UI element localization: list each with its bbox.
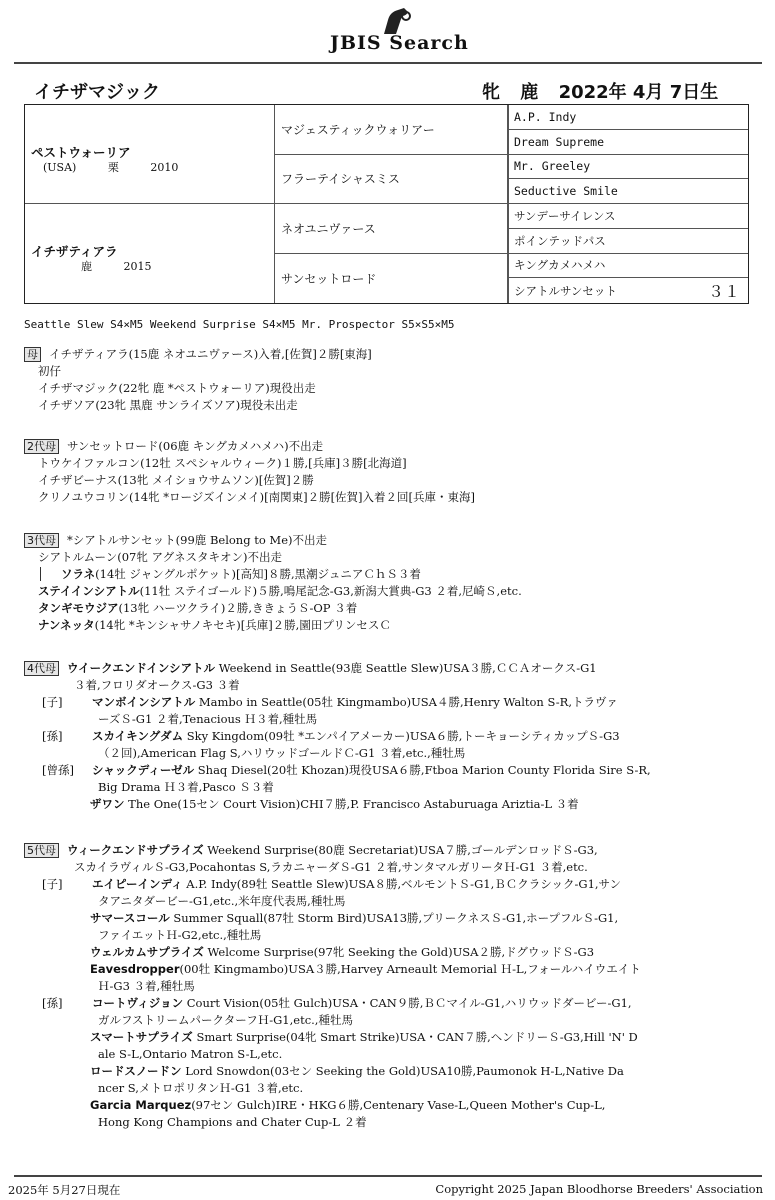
relation-label: [子]: [42, 695, 63, 709]
pedigree-g3-cell-name[interactable]: シアトルサンセット: [514, 283, 617, 298]
horse-record: Mambo in Seattle(05牡 Kingmambo)USA４勝,Henry Walton S-R,トラヴァ: [198, 695, 618, 709]
relation-label: [孫]: [42, 996, 63, 1010]
horse-name-link[interactable]: スマートサプライズ: [90, 1030, 193, 1044]
dam-line: イチザティアラ(15鹿 ネオユニヴァース)入着,[佐賀]２勝[東海]: [49, 347, 372, 361]
sire-info: [43, 159, 206, 175]
dam5-line: [24, 995, 764, 1012]
dam-line: 初仔: [38, 364, 61, 378]
inbreed-mark: ３１: [707, 282, 740, 302]
dam5-line: ファイエットＨ-G2,etc.,種牡馬: [98, 928, 262, 942]
horse-name-link[interactable]: タンギモウジア: [38, 601, 119, 615]
dam5-line: ale S-L,Ontario Matron S-L,etc.: [98, 1047, 283, 1061]
dam4-line: Big Drama Ｈ３着,Pasco Ｓ３着: [98, 780, 274, 794]
dam4-line: [24, 762, 764, 779]
horse-record: Shaq Diesel(20牡 Khozan)現役USA６勝,Ftboa Marion County Florida Sire S-R,: [197, 763, 651, 777]
horse-name: イチザマジック: [34, 82, 160, 103]
pedigree-g3-cell[interactable]: Mr. Greeley: [508, 155, 748, 180]
pedigree-g3-cell: [508, 278, 748, 303]
dam5-line: [24, 944, 764, 961]
dam3-line: *シアトルサンセット(99鹿 Belong to Me)不出走: [67, 533, 327, 547]
section-tag: 4代母: [24, 661, 59, 676]
dam5-line: [24, 910, 764, 927]
pedigree-g3-cell[interactable]: Dream Supreme: [508, 130, 748, 155]
horse-name-link[interactable]: ソラネ: [61, 567, 96, 581]
dam5-line: [24, 961, 764, 978]
sire-name[interactable]: ペストウォーリア: [31, 145, 131, 160]
horse-record: The One(15セン Court Vision)CHI７勝,P. Francisco Astaburuaga Ariztia-L ３着: [128, 797, 579, 811]
dam-color: 鹿: [81, 260, 92, 273]
horse-record: Smart Surprise(04牝 Smart Strike)USA・CAN７勝,ヘンドリーＳ-G3,Hill 'N' D: [196, 1030, 638, 1044]
horse-name-link[interactable]: ウィークエンドサプライズ: [67, 843, 204, 857]
relation-label: [孫]: [42, 729, 63, 743]
pedigree-table: [24, 104, 749, 304]
section-tag: 2代母: [24, 439, 59, 454]
dam5-line: [24, 1063, 764, 1080]
dam-section: [24, 346, 764, 414]
horse-meta: [482, 78, 732, 104]
horse-record: (14牝 *キンシャサノキセキ)[兵庫]２勝,園田プリンセスＣ: [94, 618, 391, 632]
pedigree-col-divider: [508, 105, 509, 303]
dam5-line: ガルフストリームパークターフＨ-G1,etc.,種牡馬: [98, 1013, 353, 1027]
dam2-line: イチザビーナス(13牝 メイショウサムソン)[佐賀]２勝: [38, 473, 314, 487]
dam3-section: [24, 532, 764, 634]
horse-record: A.P. Indy(89牡 Seattle Slew)USA８勝,ベルモントＳ-G1,ＢＣクラシック-G1,サン: [186, 877, 621, 891]
horse-name-link[interactable]: ウイークエンドインシアトル: [67, 661, 216, 675]
pedigree-g3-cell[interactable]: Seductive Smile: [508, 179, 748, 204]
relation-label: [曾孫]: [42, 763, 74, 777]
horse-name-link[interactable]: ステイインシアトル: [38, 584, 140, 598]
dam-name[interactable]: イチザティアラ: [31, 244, 118, 259]
horse-sex: 牝: [482, 82, 500, 103]
dam5-section: [24, 842, 764, 1131]
jbis-logo[interactable]: [310, 6, 470, 54]
dam-line: イチザソア(23牝 黒鹿 サンライズソア)現役未出走: [38, 398, 298, 412]
horse-name-link[interactable]: ロードスノードン: [90, 1064, 182, 1078]
pedigree-g3-cell[interactable]: キングカメハメハ: [508, 254, 748, 279]
sire-color: 栗: [107, 161, 119, 174]
dam4-line: （２回),American Flag S,ハリウッドゴールドＣ-G1 ３着,etc.,種牡馬: [98, 746, 466, 760]
horse-name-link[interactable]: ナンネッタ: [38, 618, 95, 632]
pedigree-g3-cell[interactable]: A.P. Indy: [508, 105, 748, 130]
pedigree-g3-cell[interactable]: サンデーサイレンス: [508, 204, 748, 229]
horse-name-link[interactable]: ザワン: [90, 797, 125, 811]
horse-record: (14牡 ジャングルポケット)[高知]８勝,黒潮ジュニアＣｈＳ３着: [95, 567, 421, 581]
dam5-line: [24, 876, 764, 893]
dam-line: イチザマジック(22牝 鹿 *ペストウォーリア)現役出走: [38, 381, 316, 395]
dam3-line: [24, 583, 764, 600]
horse-record: Court Vision(05牡 Gulch)USA・CAN９勝,ＢＣマイル-G1,ハリウッドダービー-G1,: [186, 996, 632, 1010]
header-divider: [14, 62, 762, 64]
horse-record: (97セン Gulch)IRE・HKG６勝,Centenary Vase-L,Queen Mother's Cup-L,: [191, 1098, 606, 1112]
dam5-line: タアニタダービー-G1,etc.,米年度代表馬,種牡馬: [98, 894, 346, 908]
dam5-line: ncer S,メトロポリタンＨ-G1 ３着,etc.: [98, 1081, 304, 1095]
pedigree-g2-cell[interactable]: フラーテイシャスミス: [275, 155, 508, 205]
horse-record: (13牝 ハーツクライ)２勝,ききょうＳ-OP ３着: [118, 601, 358, 615]
dam4-line: [24, 694, 764, 711]
dam5-line: [24, 1029, 764, 1046]
horse-birth: 2022年 4月 7日生: [558, 82, 719, 103]
pedigree-g2-cell[interactable]: サンセットロード: [275, 254, 508, 304]
dam4-line: ３着,フロリダオークス-G3 ３着: [74, 678, 240, 692]
dam4-section: [24, 660, 764, 813]
section-tag: 母: [24, 347, 41, 362]
horse-record: (11牡 ステイゴールド)５勝,鳴尾記念-G3,新潟大賞典-G3 ２着,尼崎Ｓ,etc.: [139, 584, 522, 598]
dam3-line: [24, 600, 764, 617]
horse-name-link[interactable]: ウェルカムサプライズ: [90, 945, 204, 959]
dam3-line: [24, 566, 764, 583]
horse-record: (00牡 Kingmambo)USA３勝,Harvey Arneault Memorial Ｈ-L,フォールハイウエイト: [179, 962, 641, 976]
horse-name-link[interactable]: スカイキングダム: [92, 729, 184, 743]
horse-record: Lord Snowdon(03セン Seeking the Gold)USA10勝,Paumonok H-L,Native Da: [185, 1064, 624, 1078]
logo-text: JBIS Search: [330, 32, 469, 54]
horse-name-link[interactable]: シャックディーゼル: [92, 763, 195, 777]
inbreeding-line: Seattle Slew S4×M5 Weekend Surprise S4×M5 Mr. Prospector S5×S5×M5: [24, 318, 455, 331]
horse-record: Sky Kingdom(09牡 *エンパイアメーカー)USA６勝,トーキョーシティカップＳ-G3: [186, 729, 620, 743]
footer-date: 2025年 5月27日現在: [8, 1183, 121, 1197]
horse-name-link[interactable]: マンボインシアトル: [92, 695, 196, 709]
section-tag: 3代母: [24, 533, 59, 548]
pedigree-sire-cell: [25, 105, 275, 204]
dam5-line: スカイラヴィルＳ-G3,Pocahontas S,ラカニャーダＳ-G1 ２着,サンタマルガリータＨ-G1 ３着,etc.: [74, 860, 588, 874]
dam2-section: [24, 438, 764, 506]
horse-record: Weekend Surprise(80鹿 Secretariat)USA７勝,ゴールデンロッドＳ-G3,: [207, 843, 598, 857]
footer-copyright: Copyright 2025 Japan Bloodhorse Breeders' Association: [435, 1182, 763, 1196]
relation-label: [子]: [42, 877, 63, 891]
dam-year: 2015: [123, 260, 152, 273]
sire-origin: (USA): [43, 161, 77, 174]
pedigree-dam-cell: [25, 204, 275, 303]
horse-record: Welcome Surprise(97牝 Seeking the Gold)USA２勝,ドグウッドＳ-G3: [207, 945, 595, 959]
dam2-line: クリノユウコリン(14牝 *ロージズインメイ)[南関東]２勝[佐賀]入着２回[兵庫・東海]: [38, 490, 476, 504]
pedigree-g2-cell[interactable]: マジェスティックウォリアー: [275, 105, 508, 155]
horse-name-link[interactable]: サマースコール: [90, 911, 170, 925]
section-tag: 5代母: [24, 843, 59, 858]
horse-name-link[interactable]: エイピーインディ: [92, 877, 183, 891]
horse-color: 鹿: [520, 82, 539, 103]
dam5-line: [24, 1097, 764, 1114]
horse-record: Weekend in Seattle(93鹿 Seattle Slew)USA３勝,ＣＣＡオークス-G1: [218, 661, 597, 675]
dam4-line: [24, 796, 764, 813]
dam4-line: [24, 728, 764, 745]
sire-year: 2010: [150, 161, 179, 174]
dam3-line: [24, 617, 764, 634]
horse-name-link[interactable]: Eavesdropper: [90, 962, 180, 976]
dam-info: [81, 258, 180, 274]
horse-name-link[interactable]: コートヴィジョン: [92, 996, 184, 1010]
pedigree-g2-cell[interactable]: ネオユニヴァース: [275, 204, 508, 254]
horse-record: Summer Squall(87牡 Storm Bird)USA13勝,プリークネスＳ-G1,ホープフルＳ-G1,: [173, 911, 619, 925]
dam5-line: Hong Kong Champions and Chater Cup-L ２着: [98, 1115, 367, 1129]
footer-divider: [14, 1175, 762, 1177]
horse-name-link[interactable]: Garcia Marquez: [90, 1098, 192, 1112]
dam2-line: トウケイファルコン(12牡 スペシャルウィーク)１勝,[兵庫]３勝[北海道]: [38, 456, 407, 470]
dam5-line: Ｈ-G3 ３着,種牡馬: [98, 979, 195, 993]
dam3-line: シアトルムーン(07牝 アグネスタキオン)不出走: [38, 550, 283, 564]
dam4-line: ーズＳ-G1 ２着,Tenacious Ｈ３着,種牡馬: [98, 712, 318, 726]
pedigree-g3-cell[interactable]: ポインテッドパス: [508, 229, 748, 254]
dam2-line: サンセットロード(06鹿 キングカメハメハ)不出走: [67, 439, 324, 453]
